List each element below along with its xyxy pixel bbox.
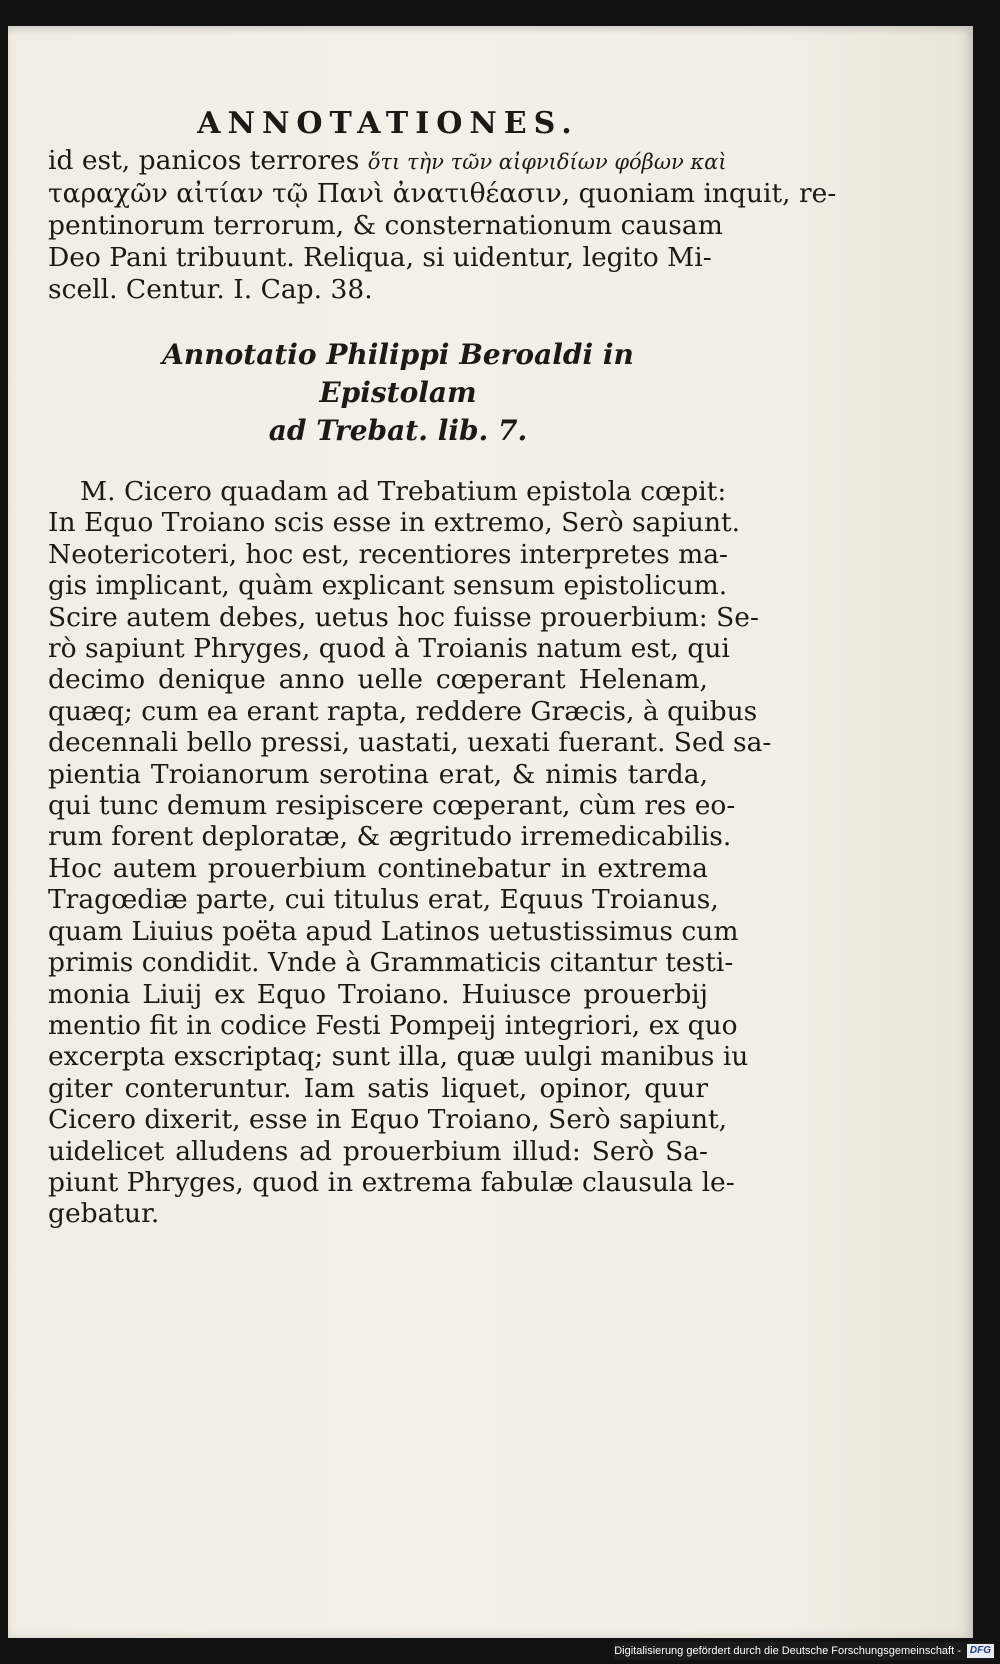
text-line: rò sapiunt Phryges, quod à Troianis natum est, qui bbox=[48, 633, 730, 665]
text-line: Scire autem debes, uetus hoc fuisse prouerbium: Se- bbox=[48, 601, 759, 633]
text-line: excerpta exscriptaq; sunt illa, quæ uulgi manibus iu bbox=[48, 1041, 749, 1073]
text-line: Tragœdiæ parte, cui titulus erat, Equus Troianus, bbox=[48, 884, 719, 916]
text-line: gis implicant, quàm explicant sensum epistolicum. bbox=[48, 570, 728, 602]
text-line: monia Liuij ex Equo Troiano. Huiusce prouerbij bbox=[48, 978, 708, 1010]
text-line: decimo denique anno uelle cœperant Helenam, bbox=[48, 664, 708, 696]
digitization-credit bbox=[614, 1642, 994, 1660]
text-line: giter conteruntur. Iam satis liquet, opinor, quur bbox=[48, 1072, 708, 1104]
text-line: Neotericoteri, hoc est, recentiores interpretes ma- bbox=[48, 538, 728, 570]
running-head: ANNOTATIONES. bbox=[197, 106, 579, 141]
first-passage bbox=[48, 145, 837, 306]
text-line: rum forent deploratæ, & ægritudo irremedicabilis. bbox=[48, 821, 732, 853]
text-line: ταραχῶν αἰτίαν τῷ Πανὶ ἀνατιθέασιν, quoniam inquit, re- bbox=[48, 178, 837, 209]
text-line: mentio fit in codice Festi Pompeij integriori, ex quo bbox=[48, 1009, 738, 1041]
text-line: M. Cicero quadam ad Trebatium epistola cœpit: bbox=[80, 476, 727, 507]
text-line: Cicero dixerit, esse in Equo Troiano, Serò sapiunt, bbox=[48, 1104, 728, 1136]
text-line: id est, panicos terrores ὅτι τὴν τῶν αἰφνιδίων φόβων καὶ bbox=[48, 145, 727, 176]
page-content bbox=[48, 106, 837, 1230]
text-line: pentinorum terrorum, & consternationum causam bbox=[48, 210, 723, 241]
text-line: primis condidit. Vnde à Grammaticis citantur testi- bbox=[48, 947, 734, 979]
text-line: pientia Troianorum serotina erat, & nimis tarda, bbox=[48, 758, 708, 790]
text-line: gebatur. bbox=[48, 1198, 160, 1230]
greek-text: ὅτι τὴν τῶν αἰφνιδίων φόβων καὶ bbox=[367, 150, 727, 174]
second-passage bbox=[48, 476, 772, 1230]
dfg-logo: DFG bbox=[967, 1644, 994, 1658]
text-line: Deo Pani tribuunt. Reliqua, si uidentur, legito Mi- bbox=[48, 242, 712, 273]
heading-line-2: ad Trebat. lib. 7. bbox=[268, 414, 528, 447]
text-line: uidelicet alludens ad prouerbium illud: Serò Sa- bbox=[48, 1135, 708, 1167]
text-line: quam Liuius poëta apud Latinos uetustissimus cum bbox=[48, 915, 739, 947]
text-line: In Equo Troiano scis esse in extremo, Serò sapiunt. bbox=[48, 507, 741, 539]
text-line: Hoc autem prouerbium continebatur in extrema bbox=[48, 852, 708, 884]
text-line: qui tunc demum resipiscere cœperant, cùm res eo- bbox=[48, 790, 736, 822]
text-line: piunt Phryges, quod in extrema fabulæ clausula le- bbox=[48, 1166, 735, 1198]
text-line: decennali bello pressi, uastati, uexati fuerant. Sed sa- bbox=[48, 727, 772, 759]
text-line: scell. Centur. I. Cap. 38. bbox=[48, 274, 373, 305]
text-line: quæq; cum ea erant rapta, reddere Græcis, à quibus bbox=[48, 695, 758, 727]
book-page bbox=[8, 26, 973, 1638]
section-heading bbox=[88, 336, 708, 450]
heading-line-1: Annotatio Philippi Beroaldi in Epistolam bbox=[162, 338, 634, 409]
credit-text: Digitalisierung gefördert durch die Deutsche Forschungsgemeinschaft - bbox=[614, 1645, 961, 1657]
